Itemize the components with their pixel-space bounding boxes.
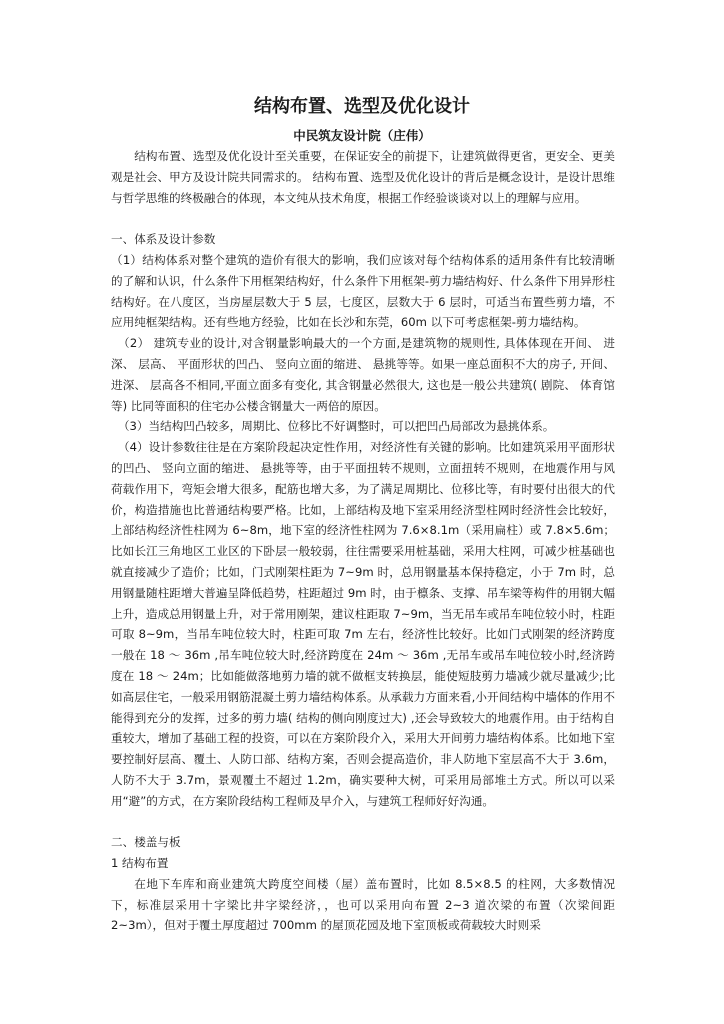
section-1-paragraph-3: （3）当结构凹凸较多，周期比、位移比不好调整时，可以把凹凸局部改为悬挑体系。	[117, 419, 555, 434]
intro-paragraph: 结构布置、选型及优化设计至关重要，在保证安全的前提下，让建筑做得更省，更安全、更美观是社会、甲方及设计院共同需求的。 结构布置、选型及优化设计的背后是概念设计，是设计思维与哲学思维的终极融合的体现，本文纯从技术角度，根据工作经验谈谈对以上的理解与应用。	[111, 149, 615, 205]
section-2-subheading: 1 结构布置	[111, 856, 169, 871]
section-2-paragraph-1: 在地下车库和商业建筑大跨度空间楼（屋）盖布置时，比如 8.5×8.5 的柱网，大多数情况下，标准层采用十字梁比井字梁经济，，也可以采用向布置 2~3 道次梁的布置（次梁间距 2~3m），但对于覆土厚度超过 700mm 的屋顶花园及地下室顶板或荷载较大时则采	[111, 876, 615, 933]
section-2-heading: 二、楼盖与板	[111, 835, 181, 850]
section-1-paragraph-4: （4）设计参数往往是在方案阶段起决定性作用，对经济性有关键的影响。比如建筑采用平面形状的凹凸、 竖向立面的缩进、 悬挑等等，由于平面扭转不规则，立面扭转不规则，在地震作用与风荷载作用下，弯矩会增大很多，配筋也增大多，为了满足周期比、位移比等，有时要付出很大的代价，构造措施也比普通结构要严格。比如，上部结构及地下室采用经济型柱网时经济性会比较好，上部结构经济性柱网为 6~8m，地下室的经济性柱网为 7.6×8.1m（采用扁柱）或 7.8×5.6m；比如长江三角地区工业区的下卧层一般较弱，往往需要采用桩基础，采用大柱网，可减少桩基础也就直接减少了造价；比如，门式刚架柱距为 7~9m 时，总用钢量基本保持稳定，小于 7m 时，总用钢量随柱距增大普遍呈降低趋势，柱距超过 9m 时，由于檩条、支撑、吊车梁等构件的用钢大幅上升，造成总用钢量上升，对于常用刚架，建议柱距取 7~9m，当无吊车或吊车吨位较小时，柱距可取 8~9m，当吊车吨位较大时，柱距可取 7m 左右，经济性比较好。比如门式刚架的经济跨度一般在 18 ～ 36m ,吊车吨位较大时,经济跨度在 24m ～ 36m ,无吊车或吊车吨位较小时,经济跨度在 18 ～ 24m；比如能做落地剪力墙的就不做框支转换层，能使短肢剪力墙减少就尽量减少;比如高层住宅，一般采用钢筋混凝土剪力墙结构体系。从承载力方面来看,小开间结构中墙体的作用不能得到充分的发挥，过多的剪力墙( 结构的侧向刚度过大) ,还会导致较大的地震作用。由于结构自重较大，增加了基础工程的投资，可以在方案阶段介入，采用大开间剪力墙结构体系。比如地下室要控制好层高、覆土、人防口部、结构方案，否则会提高造价，非人防地下室层高不大于 3.6m，人防不大于 3.7m，景观覆土不超过 1.2m，确实要种大树，可采用局部堆土方式。所以可以采用“避”的方式，在方案阶段结构工程师及早介入，与建筑工程师好好沟通。	[111, 440, 615, 808]
document-body	[111, 146, 615, 936]
section-1-paragraph-1: （1）结构体系对整个建筑的造价有很大的影响，我们应该对每个结构体系的适用条件有比较清晰的了解和认识，什么条件下用框架结构好，什么条件下用框架-剪力墙结构好、什么条件下用异形柱结构好。在八度区，当房屋层数大于 5 层，七度区，层数大于 6 层时，可适当布置些剪力墙，不应用纯框架结构。还有些地方经验，比如在长沙和东莞，60m 以下可考虑框架-剪力墙结构。	[111, 252, 615, 330]
section-1-heading: 一、体系及设计参数	[111, 232, 216, 247]
spacer	[111, 812, 615, 833]
section-1-paragraph-2: （2） 建筑专业的设计,对含钢量影响最大的一个方面,是建筑物的规则性, 具体体现在开间、 进深、 层高、 平面形状的凹凸、 竖向立面的缩进、 悬挑等等。如果一座总面积不大的房子, 开间、 进深、 层高各不相同,平面立面多有变化, 其含钢量必然很大, 这也是一般公共建筑( 剧院、 体育馆等) 比同等面积的住宅办公楼含钢量大一两倍的原因。	[111, 336, 615, 413]
author-line: 中民筑友设计院（庄伟）	[293, 128, 431, 143]
spacer	[111, 208, 615, 229]
document-title: 结构布置、选型及优化设计	[254, 96, 470, 117]
